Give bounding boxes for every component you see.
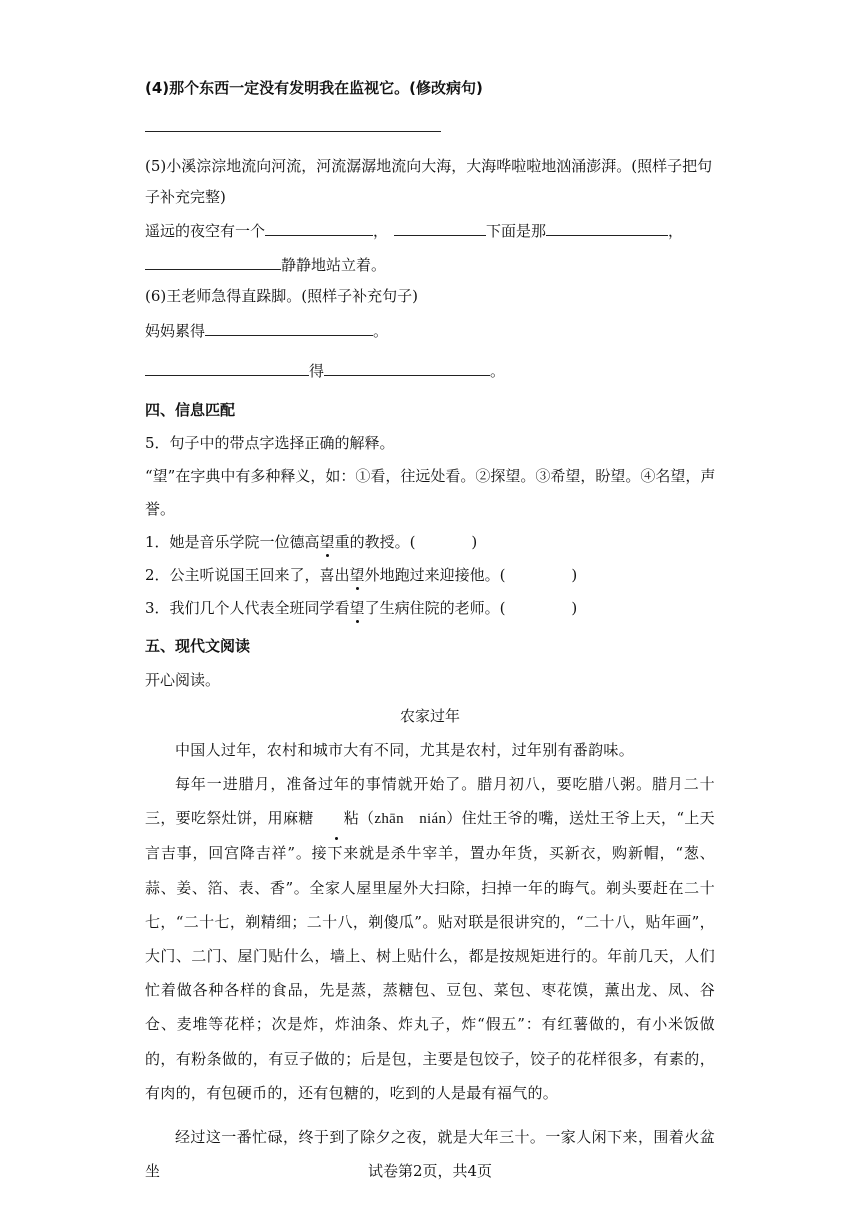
fill-de: 得: [309, 362, 325, 380]
article-paragraph-1: [145, 733, 715, 767]
dotted-char: 望: [349, 599, 365, 617]
question-5-line1: [145, 156, 712, 176]
period: 。: [373, 322, 389, 340]
paragraph-text: 每年一进腊月，准备过年的事情就开始了。腊月初八，要吃腊八粥。腊月二十三，要吃祭灶饼，用麻糖: [145, 775, 715, 828]
question-6-fill-line2: [145, 359, 505, 381]
comma: ，: [668, 222, 684, 240]
match-item-text: 重的教授。(: [334, 533, 416, 551]
answer-blank-4[interactable]: [145, 131, 441, 132]
answer-blank-6a[interactable]: [205, 319, 373, 336]
match-item-text: 外地跑过来迎接他。(: [364, 566, 506, 584]
reading-intro: [145, 670, 220, 690]
answer-blank-5d[interactable]: [145, 253, 281, 270]
match-item-text: 了生病住院的老师。(: [364, 599, 506, 617]
match-item-text: 3．我们几个人代表全班同学看: [145, 599, 350, 617]
fill-prefix: 妈妈累得: [145, 322, 206, 340]
comma: ，: [373, 222, 389, 240]
fill-middle: 下面是那: [486, 222, 547, 240]
dotted-char: 粘: [314, 801, 359, 835]
dotted-char: 望: [349, 566, 365, 584]
question-5-fill-line: [145, 219, 683, 241]
definition-line1: [145, 466, 715, 486]
match-item: [145, 532, 477, 552]
question-5-text: (5)小溪淙淙地流向河流，河流潺潺地流向大海，大海哗啦啦地汹涌澎湃。(照样子把句: [145, 157, 713, 175]
close-paren: ): [471, 533, 478, 551]
definition-line2: [145, 499, 175, 519]
question-4: [145, 78, 483, 98]
paragraph-text: 中国人过年，农村和城市大有不同，尤其是农村，过年别有番韵味。: [175, 741, 635, 759]
page-footer: 试卷第2页，共4页: [367, 1162, 493, 1180]
question-6-text: (6)王老师急得直跺脚。(照样子补充句子): [145, 287, 418, 305]
question-5-prompt: [145, 433, 395, 453]
question-5-line2: [145, 187, 226, 207]
dotted-char: 望: [319, 533, 335, 551]
question-6: [145, 286, 418, 306]
section-5-heading: [145, 636, 250, 656]
match-item: [145, 565, 577, 585]
pinyin-annotation: （zhān nián）: [359, 811, 462, 828]
article-paragraph-2: [145, 767, 715, 1110]
close-paren: ): [571, 599, 578, 617]
period: 。: [490, 362, 506, 380]
answer-blank-5a[interactable]: [265, 219, 373, 236]
match-item-text: 1．她是音乐学院一位德高: [145, 533, 320, 551]
answer-blank-5c[interactable]: [546, 219, 668, 236]
paragraph-text: 经过这一番忙碌，终于到了除夕之夜，就是大年三十。一家人闲下来，围着火盆坐: [145, 1128, 715, 1181]
question-5-text-cont: 子补充完整): [145, 188, 226, 206]
fill-prefix: 遥远的夜空有一个: [145, 222, 266, 240]
close-paren: ): [571, 566, 578, 584]
question-4-text: (4)那个东西一定没有发明我在监视它。(修改病句): [145, 79, 483, 97]
question-text: 5．句子中的带点字选择正确的解释。: [145, 434, 395, 452]
question-6-fill-line: [145, 319, 388, 341]
question-5-fill-line2: [145, 253, 386, 275]
paragraph-text: 住灶王爷的嘴，送灶王爷上天，“上天言吉事，回宫降吉祥”。接下来就是杀牛宰羊，置办年货，买新衣，购新帽，“葱、蒜、姜、箔、表、香”。全家人屋里屋外大扫除，扫掉一年的晦气。剃头要赶在二十七，“二十七，剃精细；二十八，剃傻瓜”。贴对联是很讲究的，“二十八，贴年画”，大门、二门、屋门贴什么，墙上、树上贴什么，都是按规矩进行的。年前几天，人们忙着做各种各样的食品，先是蒸，蒸糖包、豆包、菜包、枣花馍，薰出龙、凤、谷仓、麦堆等花样；次是炸，炸油条、炸丸子，炸“假五”：有红薯做的，有小米饭做的，有粉条做的，有豆子做的；后是包，主要是包饺子，饺子的花样很多，有素的，有肉的，有包硬币的，还有包糖的，吃到的人是最有福气的。: [145, 809, 715, 1102]
answer-blank-6b[interactable]: [145, 359, 309, 376]
intro-text: 开心阅读。: [145, 671, 221, 689]
match-item-text: 2．公主听说国王回来了，喜出: [145, 566, 350, 584]
section-heading-text: 五、现代文阅读: [145, 637, 251, 655]
definition-text-cont: 誉。: [145, 500, 176, 518]
answer-blank-6c[interactable]: [324, 359, 490, 376]
match-item: [145, 598, 577, 618]
section-heading-text: 四、信息匹配: [145, 401, 236, 419]
definition-text: “望”在字典中有多种释义，如：①看，往远处看。②探望。③希望，盼望。④名望，声: [145, 467, 716, 485]
section-4-heading: [145, 400, 235, 420]
fill-suffix: 静静地站立着。: [281, 256, 387, 274]
answer-blank-5b[interactable]: [394, 219, 486, 236]
article-title: 农家过年: [399, 707, 460, 725]
